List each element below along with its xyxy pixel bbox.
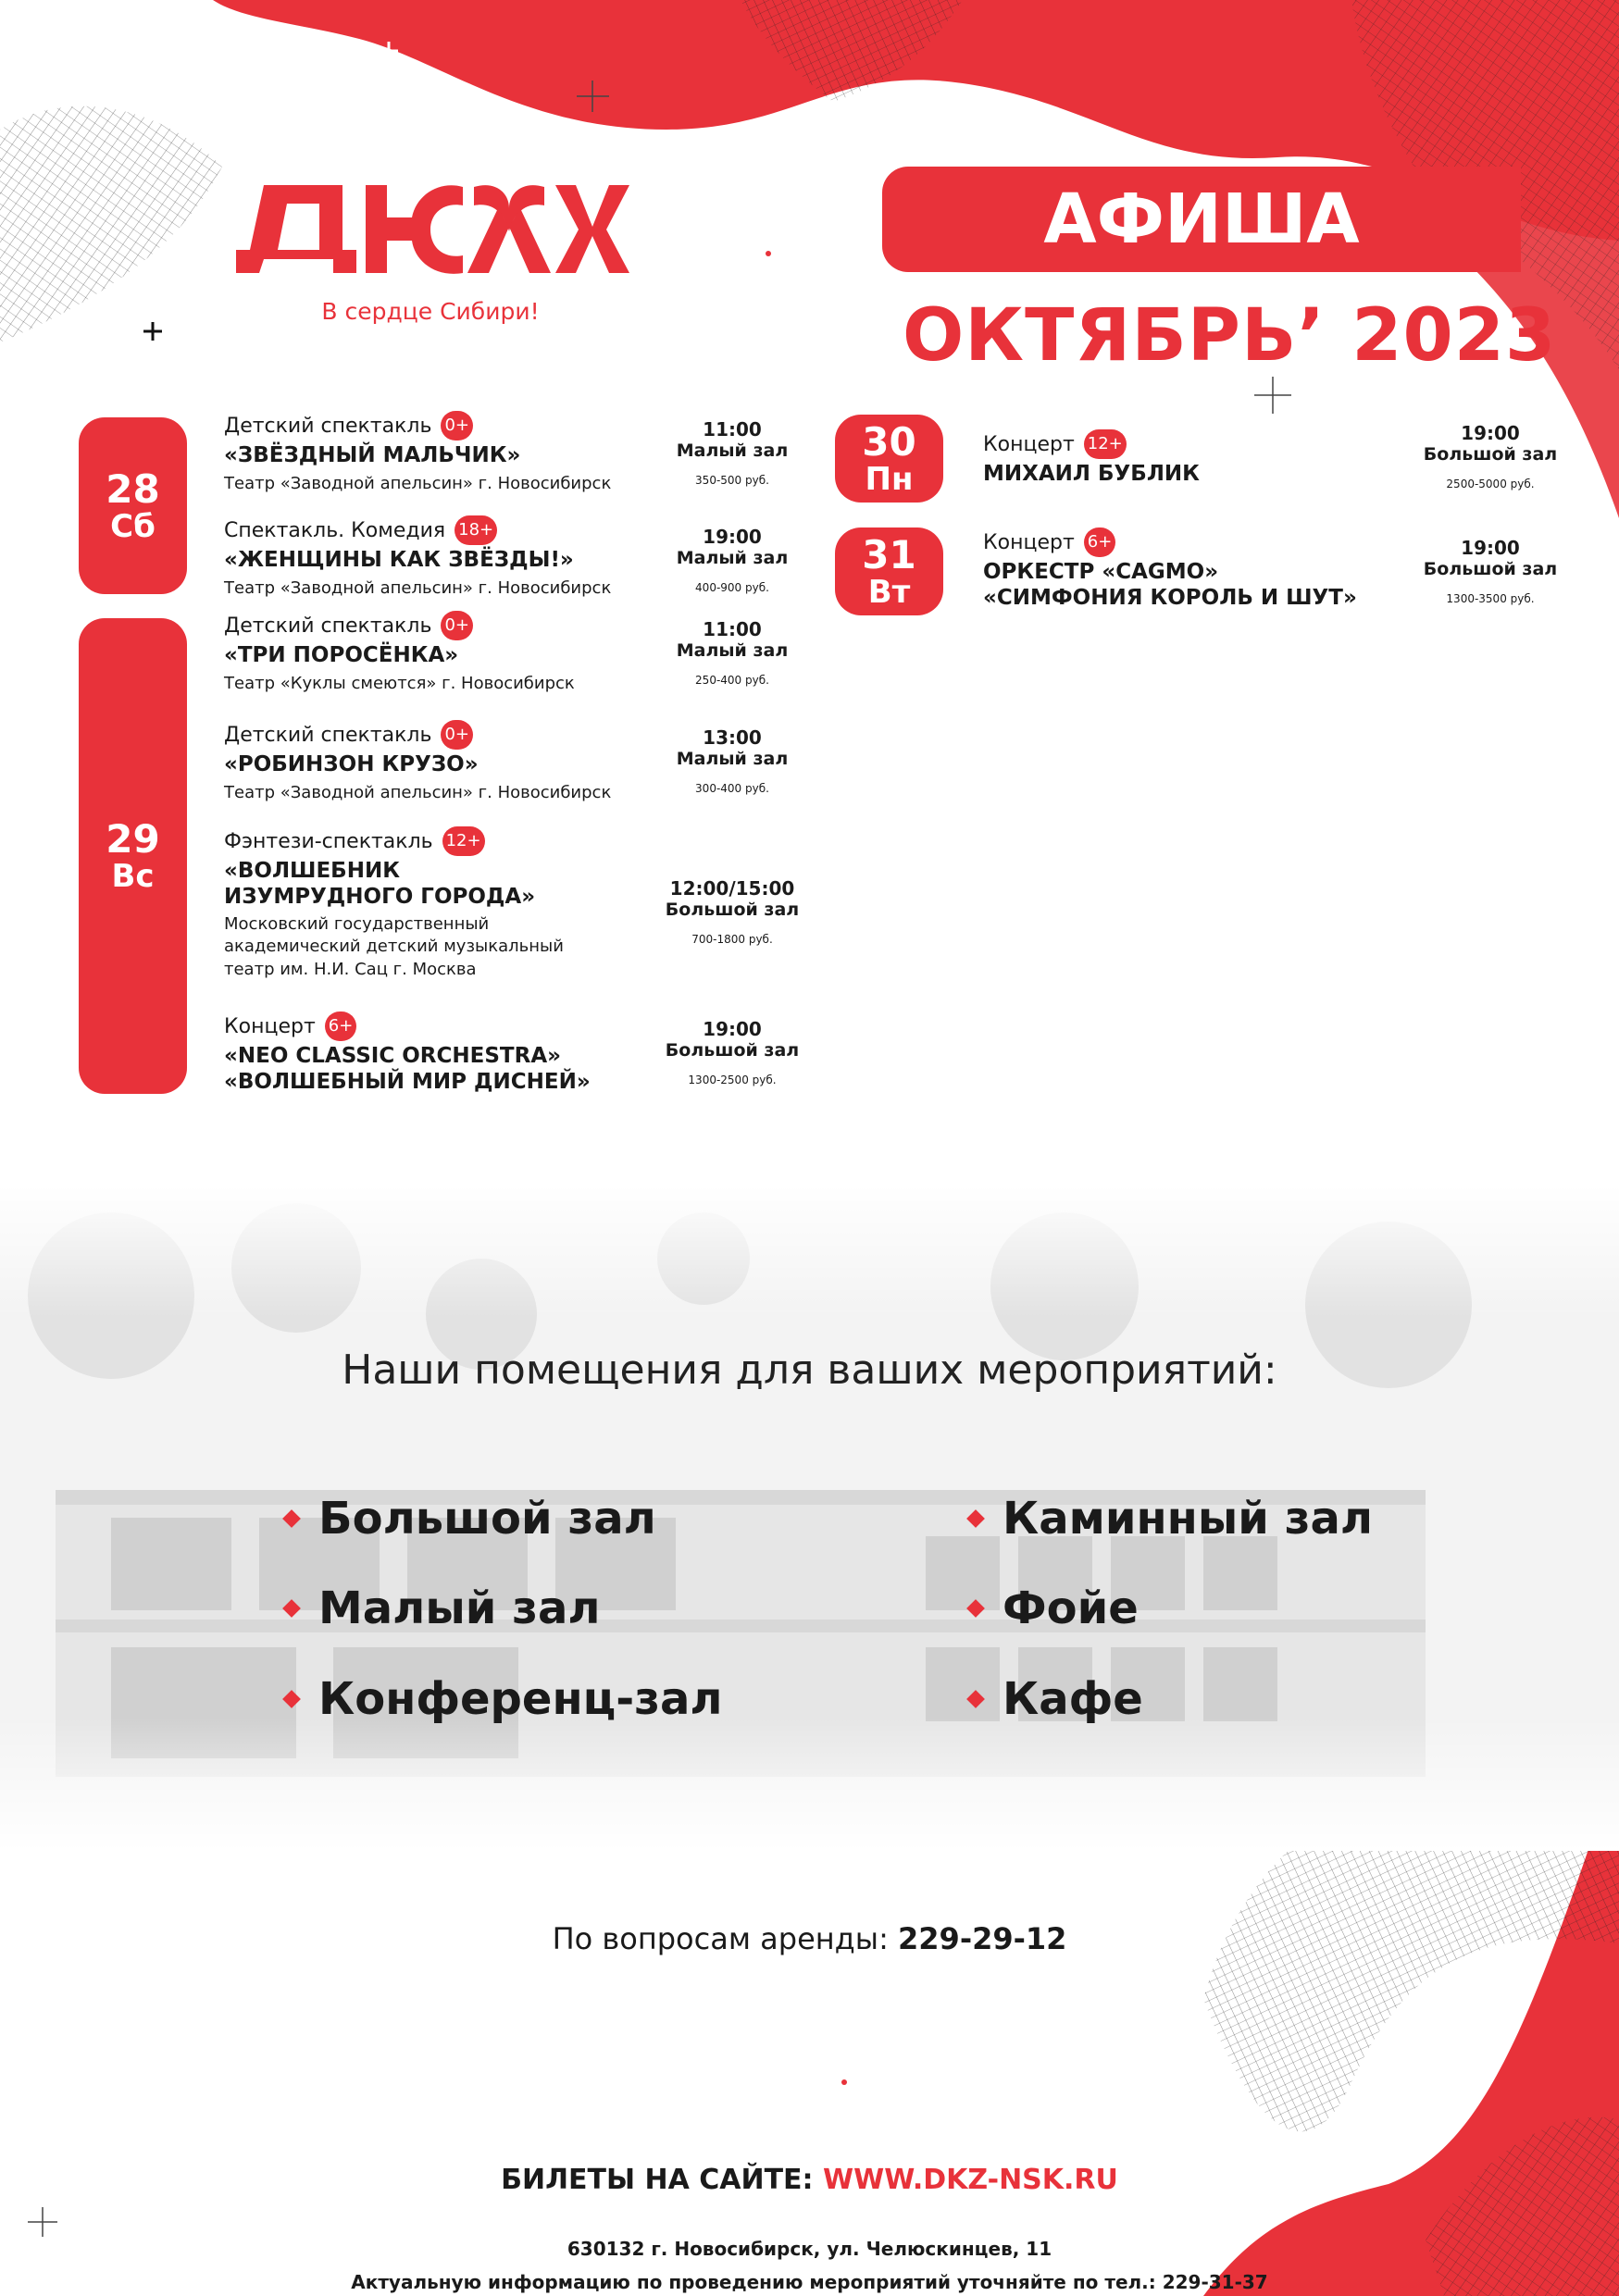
age-badge: 18+: [455, 515, 497, 545]
event-time: 19:00: [1461, 537, 1520, 559]
event-price: 300-400 руб.: [695, 782, 769, 795]
event-type: Спектакль. Комедия: [224, 518, 446, 542]
event-theatre: Театр «Заводной апельсин» г. Новосибирск: [224, 782, 612, 802]
event-price: 1300-2500 руб.: [688, 1074, 777, 1086]
day-weekday: Вс: [111, 858, 155, 895]
event-price: 2500-5000 руб.: [1446, 478, 1535, 490]
event-theatre: Театр «Заводной апельсин» г. Новосибирск: [224, 577, 612, 598]
event-item: [983, 527, 1381, 611]
age-badge: 0+: [441, 411, 473, 441]
event-hall: Большой зал: [1423, 559, 1558, 579]
tickets-label: БИЛЕТЫ НА САЙТЕ:: [501, 2164, 814, 2196]
room-label: Конференц-зал: [318, 1673, 723, 1725]
event-item: [224, 515, 631, 600]
event-title: «ТРИ ПОРОСЁНКА»: [224, 643, 459, 667]
address: 630132 г. Новосибирск, ул. Челюскинцев, 11: [567, 2238, 1052, 2260]
day-number: 29: [106, 816, 160, 862]
room-item: [285, 1673, 723, 1725]
event-type: Концерт: [983, 530, 1075, 554]
bullet-icon: [282, 1599, 301, 1618]
room-label: Большой зал: [318, 1493, 656, 1545]
age-badge: 6+: [325, 1011, 357, 1041]
tickets-link[interactable]: WWW.DKZ-NSK.RU: [823, 2164, 1118, 2196]
event-title: ОРКЕСТР «CAGMO» «СИМФОНИЯ КОРОЛЬ И ШУТ»: [983, 560, 1357, 610]
event-time: 11:00: [703, 418, 762, 441]
event-price: 400-900 руб.: [695, 581, 769, 594]
day-29: [79, 618, 187, 1094]
age-badge: 6+: [1084, 527, 1116, 557]
dkzh-logo: [231, 176, 629, 278]
event-theatre: Московский государственный академический детский музыкальный театр им. Н.И. Сац г. Москва: [224, 914, 564, 979]
day-number: 31: [862, 531, 916, 577]
event-info: [654, 618, 811, 687]
event-hall: Малый зал: [676, 548, 789, 568]
room-label: Малый зал: [318, 1582, 601, 1634]
room-label: Кафе: [1003, 1673, 1143, 1725]
event-info: [654, 526, 811, 594]
slogan: В сердце Сибири!: [321, 298, 540, 325]
event-title: «NEO CLASSIC ORCHESTRA» «ВОЛШЕБНЫЙ МИР ДИСНЕЙ»: [224, 1044, 591, 1094]
event-price: 1300-3500 руб.: [1446, 592, 1535, 605]
event-theatre: Театр «Заводной апельсин» г. Новосибирск: [224, 473, 612, 493]
event-type: Детский спектакль: [224, 614, 432, 638]
bullet-icon: [282, 1690, 301, 1708]
event-hall: Малый зал: [676, 640, 789, 661]
event-item: [224, 1011, 613, 1095]
rent-phone[interactable]: 229-29-12: [898, 1921, 1067, 1956]
room-item: [969, 1582, 1139, 1634]
day-number: 30: [862, 418, 916, 465]
event-type: Фэнтези-спектакль: [224, 829, 433, 853]
age-badge: 12+: [1084, 429, 1127, 459]
room-item: [969, 1673, 1143, 1725]
rent-label: По вопросам аренды:: [552, 1921, 889, 1956]
event-hall: Большой зал: [1423, 444, 1558, 465]
event-info: [654, 1018, 811, 1086]
event-price: 350-500 руб.: [695, 474, 769, 487]
event-hall: Малый зал: [676, 749, 789, 769]
event-info: [1412, 537, 1569, 605]
day-31: [835, 527, 943, 615]
event-time: 19:00: [703, 526, 762, 548]
event-price: 700-1800 руб.: [691, 933, 773, 946]
event-item: [224, 826, 613, 981]
event-item: [224, 720, 631, 804]
event-title: «РОБИНЗОН КРУЗО»: [224, 752, 479, 776]
day-weekday: Вт: [867, 573, 911, 611]
day-number: 28: [106, 465, 160, 512]
logo-block: [185, 176, 676, 325]
age-badge: 0+: [441, 611, 473, 640]
day-weekday: Сб: [110, 507, 156, 545]
event-time: 12:00/15:00: [669, 877, 795, 900]
event-info: [654, 877, 811, 946]
event-theatre: Театр «Куклы смеются» г. Новосибирск: [224, 673, 575, 693]
bullet-icon: [966, 1599, 985, 1618]
building-photo: [0, 1185, 1619, 1851]
event-type: Концерт: [983, 432, 1075, 456]
event-item: [224, 611, 631, 695]
room-item: [285, 1493, 656, 1545]
event-title: «ВОЛШЕБНИК ИЗУМРУДНОГО ГОРОДА»: [224, 859, 536, 909]
bullet-icon: [966, 1690, 985, 1708]
info-phone-note: Актуальную информацию по проведению мероприятий уточняйте по тел.: 229-31-37: [351, 2271, 1268, 2293]
event-info: [654, 726, 811, 795]
bullet-icon: [282, 1509, 301, 1528]
bullet-icon: [966, 1509, 985, 1528]
tickets-line: [0, 2164, 1619, 2196]
age-badge: 12+: [442, 826, 485, 856]
day-28: [79, 417, 187, 594]
event-type: Концерт: [224, 1014, 316, 1038]
event-time: 19:00: [703, 1018, 762, 1040]
event-item: [983, 429, 1390, 488]
month-title: ОКТЯБРЬ’ 2023: [903, 294, 1557, 378]
event-info: [654, 418, 811, 487]
event-info: [1412, 422, 1569, 490]
event-item: [224, 411, 631, 495]
age-badge: 0+: [441, 720, 473, 750]
event-title: «ЗВЁЗДНЫЙ МАЛЬЧИК»: [224, 443, 521, 467]
event-hall: Большой зал: [665, 900, 800, 920]
event-title: «ЖЕНЩИНЫ КАК ЗВЁЗДЫ!»: [224, 548, 574, 572]
rooms-title: Наши помещения для ваших мероприятий:: [342, 1347, 1277, 1394]
event-type: Детский спектакль: [224, 414, 432, 438]
event-time: 11:00: [703, 618, 762, 640]
room-label: Фойе: [1003, 1582, 1139, 1634]
day-30: [835, 415, 943, 503]
event-time: 19:00: [1461, 422, 1520, 444]
room-label: Каминный зал: [1003, 1493, 1374, 1545]
event-title: МИХАИЛ БУБЛИК: [983, 462, 1200, 486]
event-price: 250-400 руб.: [695, 674, 769, 687]
event-time: 13:00: [703, 726, 762, 749]
day-weekday: Пн: [865, 460, 914, 498]
event-hall: Малый зал: [676, 441, 789, 461]
room-item: [969, 1493, 1373, 1545]
rent-info: [0, 1921, 1619, 1956]
room-item: [285, 1582, 601, 1634]
event-type: Детский спектакль: [224, 723, 432, 747]
afisha-banner: АФИША: [882, 167, 1521, 272]
event-hall: Большой зал: [665, 1040, 800, 1061]
